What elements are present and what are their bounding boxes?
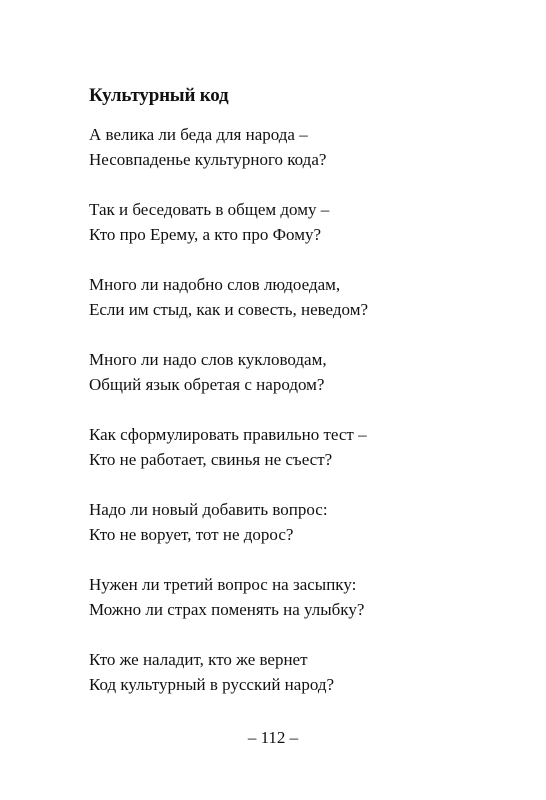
poem-line: Код культурный в русский народ? <box>89 675 335 694</box>
stanza-8 <box>89 647 489 697</box>
poem-line: Кто же наладит, кто же вернет <box>89 650 308 669</box>
stanza-3 <box>89 272 489 322</box>
stanza-7 <box>89 572 489 622</box>
poem-line: Можно ли страх поменять на улыбку? <box>89 600 365 619</box>
poem-line: Несовпаденье культурного кода? <box>89 150 327 169</box>
poem-title: Культурный код <box>89 85 229 106</box>
poem-line: Кто про Ерему, а кто про Фому? <box>89 225 322 244</box>
page-number: – 112 – <box>247 728 299 747</box>
poem-line: Так и беседовать в общем дому – <box>89 200 330 219</box>
poem-line: Много ли надобно слов людоедам, <box>89 275 341 294</box>
poem-line: А велика ли беда для народа – <box>89 125 308 144</box>
poem-body <box>89 122 489 722</box>
poem-line: Много ли надо слов кукловодам, <box>89 350 327 369</box>
poem-line: Нужен ли третий вопрос на засыпку: <box>89 575 357 594</box>
stanza-6 <box>89 497 489 547</box>
stanza-2 <box>89 197 489 247</box>
poem-line: Если им стыд, как и совесть, неведом? <box>89 300 369 319</box>
poem-line: Кто не работает, свинья не съест? <box>89 450 333 469</box>
stanza-1 <box>89 122 489 172</box>
poem-line: Кто не ворует, тот не дорос? <box>89 525 294 544</box>
poem-line: Надо ли новый добавить вопрос: <box>89 500 328 519</box>
poem-line: Общий язык обретая с народом? <box>89 375 325 394</box>
poem-line: Как сформулировать правильно тест – <box>89 425 367 444</box>
stanza-4 <box>89 347 489 397</box>
stanza-5 <box>89 422 489 472</box>
